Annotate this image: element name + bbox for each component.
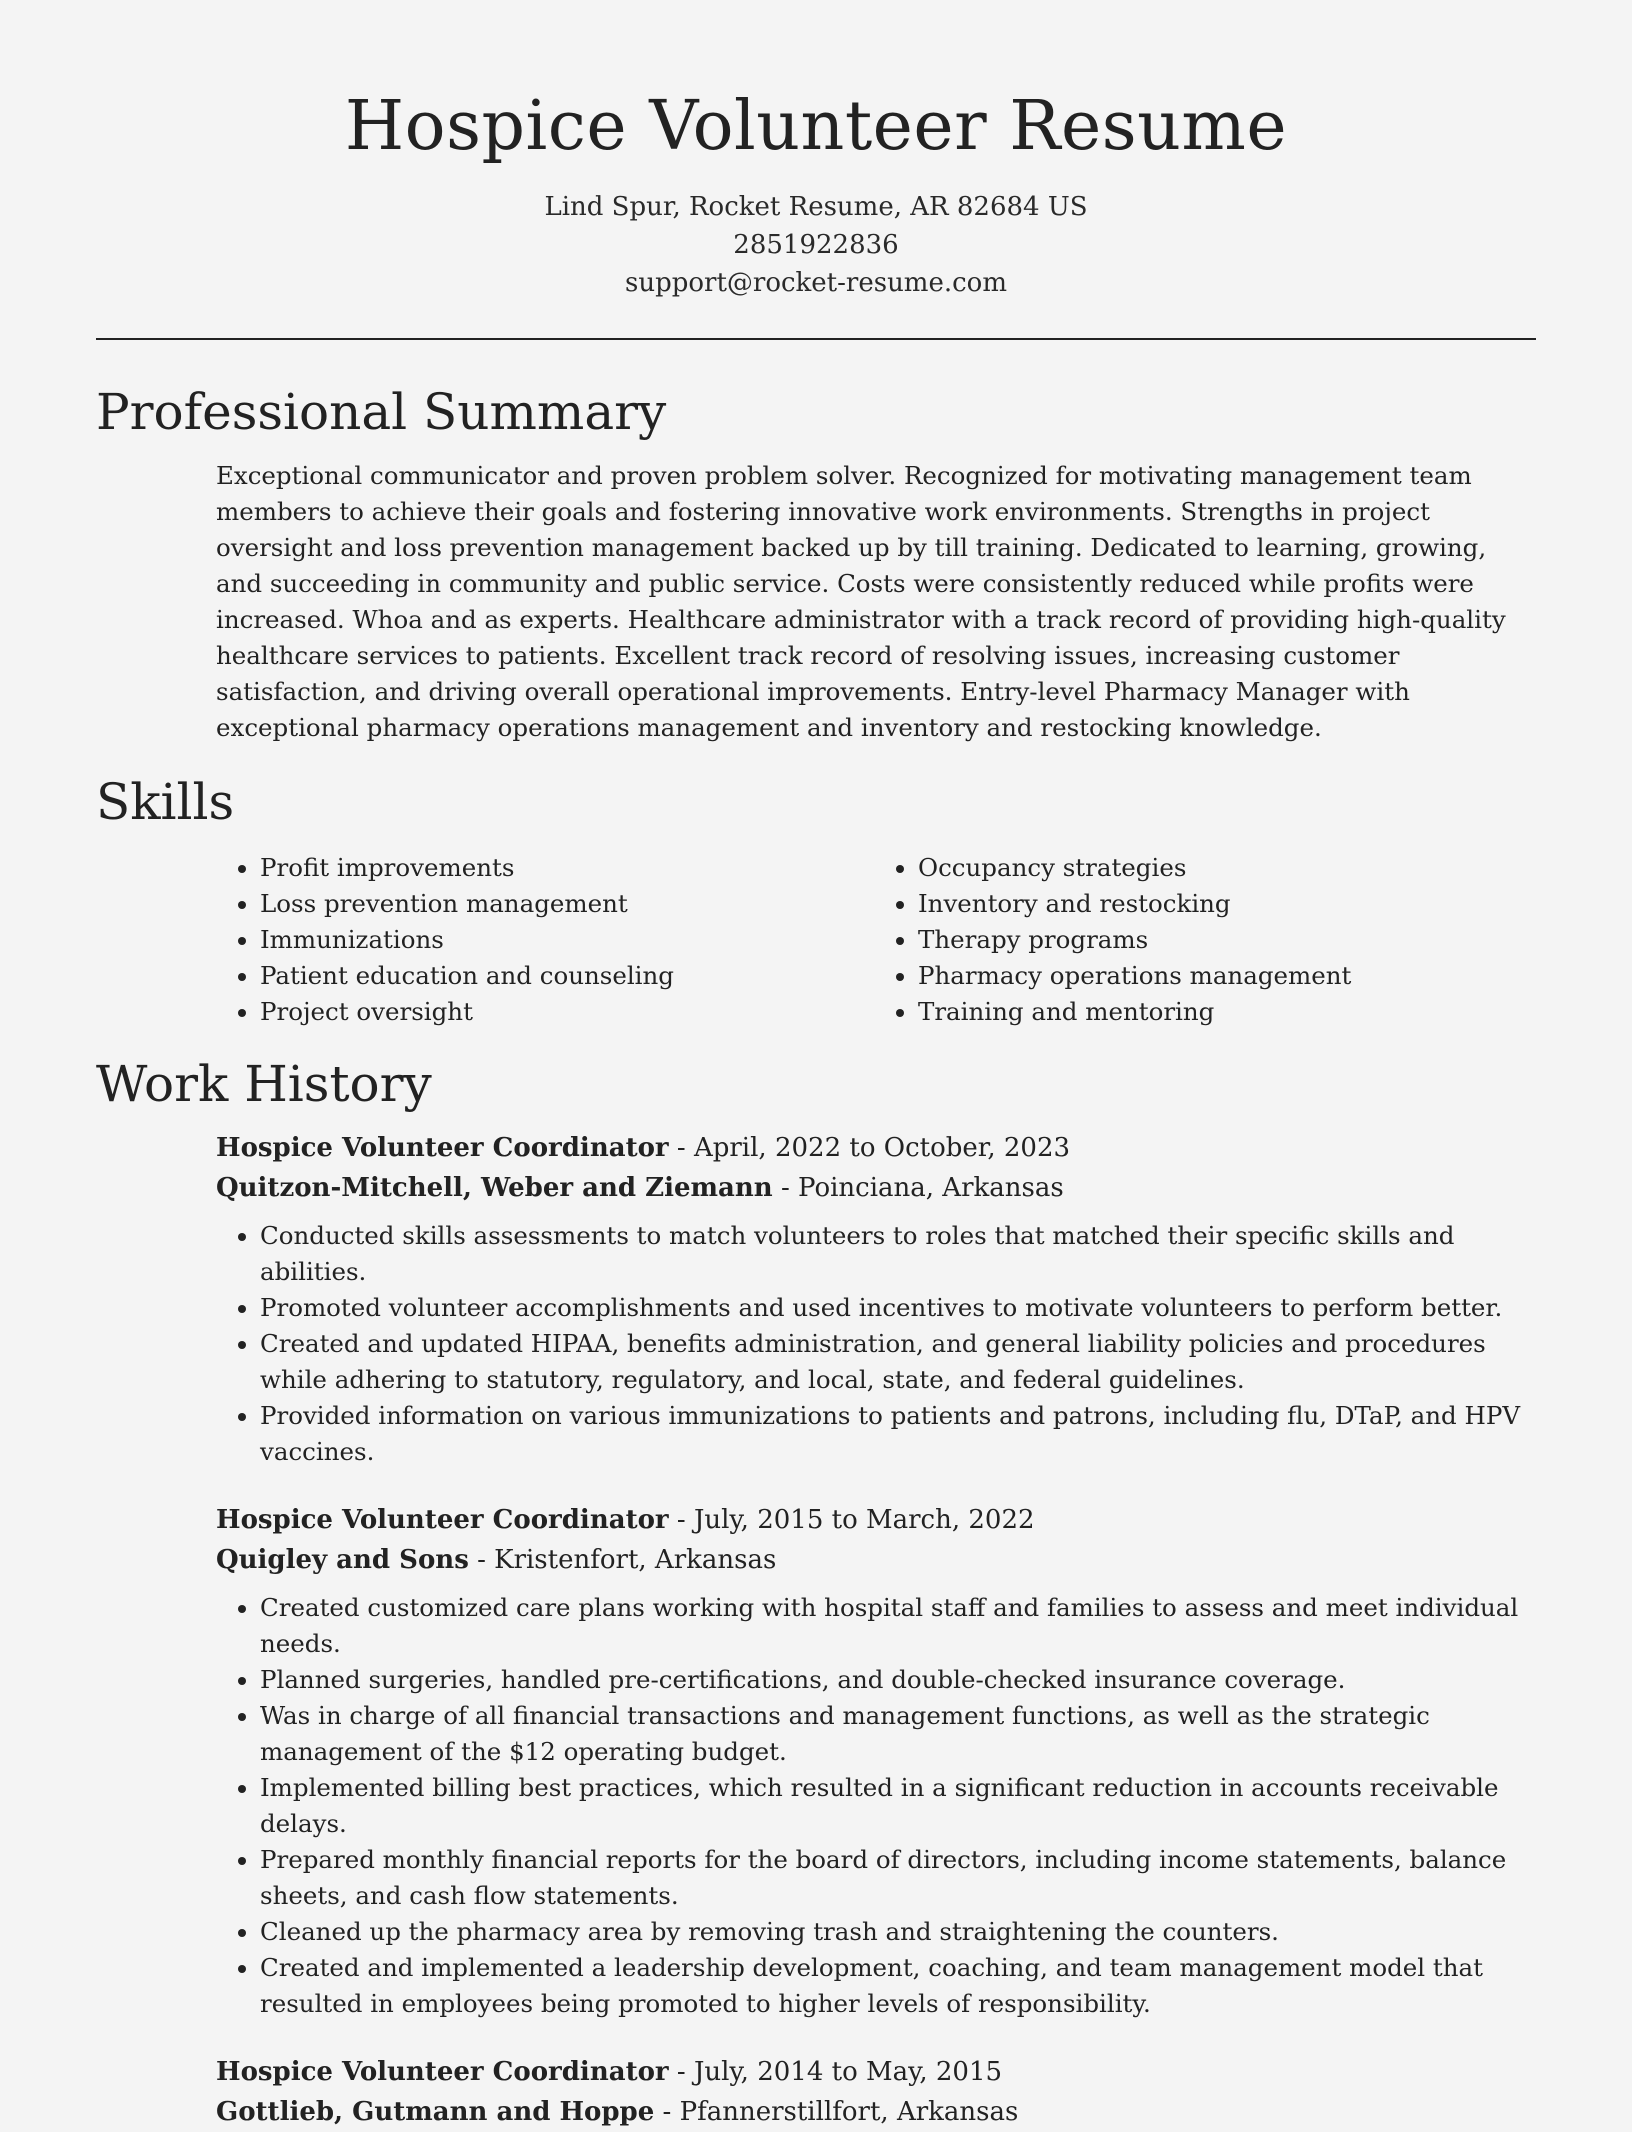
job-dates: - April, 2022 to October, 2023 <box>668 1133 1071 1163</box>
skills-heading: Skills <box>96 773 235 831</box>
contact-email: support@rocket-resume.com <box>624 268 1007 298</box>
job-bullet: • Created and updated HIPAA, benefits administration, and general liability policies and procedures while adhering to statutory, regulatory, and local, state, and federal guidelines. <box>260 1326 1532 1398</box>
job-bullet: • Planned surgeries, handled pre-certifications, and double-checked insurance coverage. <box>260 1662 1532 1698</box>
resume-title: Hospice Volunteer Resume <box>344 87 1288 166</box>
job-role: Hospice Volunteer Coordinator <box>216 1505 669 1535</box>
job-location: - Poinciana, Arkansas <box>772 1173 1064 1203</box>
skill-item: • Loss prevention management <box>260 886 874 922</box>
skill-item: • Profit improvements <box>260 850 874 886</box>
skill-item: • Immunizations <box>260 922 874 958</box>
job-location: - Kristenfort, Arkansas <box>468 1545 777 1575</box>
summary-heading: Professional Summary <box>96 383 667 441</box>
job-dates: - July, 2014 to May, 2015 <box>668 2057 1003 2087</box>
job-bullets <box>216 1218 1532 1470</box>
skill-item: • Training and mentoring <box>918 994 1532 1030</box>
job-bullet: • Provided information on various immunizations to patients and patrons, including flu, DTaP, and HPV vaccines. <box>260 1398 1532 1470</box>
contact-phone: 2851922836 <box>733 230 899 260</box>
job-company: Gottlieb, Gutmann and Hoppe <box>216 2097 655 2127</box>
job-bullet: • Promoted volunteer accomplishments and used incentives to motivate volunteers to perform better. <box>260 1290 1532 1326</box>
job-bullets <box>216 1590 1532 2022</box>
job-company: Quitzon-Mitchell, Weber and Ziemann <box>216 1173 773 1203</box>
job-entry <box>216 1128 1532 1470</box>
resume-header <box>0 0 1632 302</box>
job-bullet: • Prepared monthly financial reports for the board of directors, including income statements, balance sheets, and cash flow statements. <box>260 1842 1532 1914</box>
skill-item: • Therapy programs <box>918 922 1532 958</box>
job-bullet: • Cleaned up the pharmacy area by removing trash and straightening the counters. <box>260 1914 1532 1950</box>
job-dates: - July, 2015 to March, 2022 <box>668 1505 1035 1535</box>
job-bullet: • Was in charge of all financial transactions and management functions, as well as the strategic management of the $12 operating budget. <box>260 1698 1532 1770</box>
job-entry <box>216 1500 1532 2022</box>
job-bullet: • Implemented billing best practices, which resulted in a significant reduction in accounts receivable delays. <box>260 1770 1532 1842</box>
job-title-line <box>216 1128 1532 1168</box>
skills-column-right <box>874 850 1532 1030</box>
job-bullet: • Conducted skills assessments to match volunteers to roles that matched their specific skills and abilities. <box>260 1218 1532 1290</box>
skill-item: • Project oversight <box>260 994 874 1030</box>
work-history-list <box>216 1128 1532 2132</box>
work-history-heading: Work History <box>96 1055 432 1113</box>
skill-item: • Pharmacy operations management <box>918 958 1532 994</box>
header-divider <box>96 338 1536 340</box>
job-location: - Pfannerstillfort, Arkansas <box>654 2097 1019 2127</box>
job-title-line <box>216 1500 1532 1540</box>
job-bullet: • Created and implemented a leadership development, coaching, and team management model that resulted in employees being promoted to higher levels of responsibility. <box>260 1950 1532 2022</box>
contact-info <box>0 188 1632 302</box>
skills-column-left <box>216 850 874 1030</box>
job-company-line <box>216 1168 1532 1208</box>
job-role: Hospice Volunteer Coordinator <box>216 1133 669 1163</box>
job-bullet: • Created customized care plans working with hospital staff and families to assess and meet individual needs. <box>260 1590 1532 1662</box>
skill-item: • Inventory and restocking <box>918 886 1532 922</box>
job-company-line <box>216 1540 1532 1580</box>
job-company-line <box>216 2092 1532 2132</box>
job-entry <box>216 2052 1532 2132</box>
job-title-line <box>216 2052 1532 2092</box>
job-role: Hospice Volunteer Coordinator <box>216 2057 669 2087</box>
job-company: Quigley and Sons <box>216 1545 469 1575</box>
skill-item: • Patient education and counseling <box>260 958 874 994</box>
contact-address: Lind Spur, Rocket Resume, AR 82684 US <box>544 192 1088 222</box>
skills-list <box>216 850 1532 1030</box>
summary-text: Exceptional communicator and proven problem solver. Recognized for motivating management team members to achieve their goals and fostering innovative work environments. Strengths in project oversight and loss prevention management backed up by till training. Dedicated to learning, growing, and succeeding in community and public service. Costs were consistently reduced while profits were increased. Whoa and as experts. Healthcare administrator with a track record of providing high-quality healthcare services to patients. Excellent track record of resolving issues, increasing customer satisfaction, and driving overall operational improvements. Entry-level Pharmacy Manager with exceptional pharmacy operations management and inventory and restocking knowledge. <box>216 461 1506 742</box>
skill-item: • Occupancy strategies <box>918 850 1532 886</box>
